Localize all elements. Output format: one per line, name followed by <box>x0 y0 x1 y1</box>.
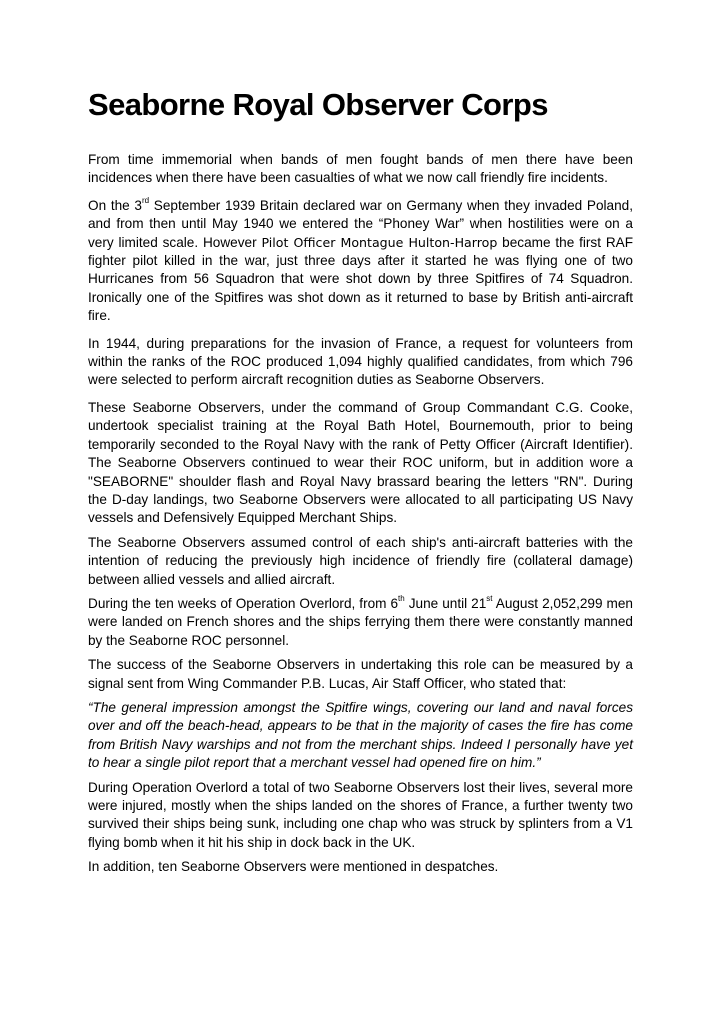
paragraph-phoney-war-text-c: became the first RAF fighter pilot killed in the war, just three days after it started he was flying one of two Hurricanes from 56 Squadron that were shot down by three Spitfires of 74 Squadron. Ironically one of the Spitfires was shot down as it returned to base by British anti-aircraft fire. <box>88 234 634 324</box>
document-body <box>88 151 633 877</box>
ordinal-suffix: rd <box>141 196 150 206</box>
ordinal-suffix: st <box>486 594 493 604</box>
paragraph-casualties: During Operation Overlord a total of two Seaborne Observers lost their lives, several more were injured, mostly when the ships landed on the shores of France, a further twenty two survived their ships being sunk, including one chap who was struck by splinters from a V1 flying bomb when it hit his ship in dock back in the UK. <box>88 779 633 850</box>
paragraph-volunteers: In 1944, during preparations for the invasion of France, a request for volunteers from within the ranks of the ROC produced 1,094 highly qualified candidates, from which 796 were selected to perform aircraft recognition duties as Seaborne Observers. <box>88 335 633 388</box>
ordinal-suffix: th <box>398 594 405 604</box>
paragraph-overlord-text-a: During the ten weeks of Operation Overlord, from 6 <box>88 595 399 611</box>
page-title: Seaborne Royal Observer Corps <box>88 87 548 122</box>
paragraph-signal: The success of the Seaborne Observers in undertaking this role can be measured by a signal sent from Wing Commander P.B. Lucas, Air Staff Officer, who stated that: <box>88 657 633 691</box>
paragraph-overlord <box>88 595 633 650</box>
paragraph-anti-aircraft: The Seaborne Observers assumed control of each ship's anti-aircraft batteries with the intention of reducing the previously high incidence of friendly fire (collateral damage) between allied vessels and allied aircraft. <box>88 534 633 587</box>
paragraph-phoney-war-text-b: September 1939 Britain declared war on Germany when they invaded Poland, and from then until May 1940 we entered the “Phoney War” when hostilities were on a very limited scale. However <box>88 197 633 250</box>
paragraph-intro: From time immemorial when bands of men fought bands of men there have been incidences when there have been casualties of what we now call friendly fire incidents. <box>88 152 633 186</box>
paragraph-training: These Seaborne Observers, under the command of Group Commandant C.G. Cooke, undertook specialist training at the Royal Bath Hotel, Bournemouth, prior to being temporarily seconded to the Royal Navy with the rank of Petty Officer (Aircraft Identifier). The Seaborne Observers continued to wear their ROC uniform, but in addition wore a "SEABORNE" shoulder flash and Royal Navy brassard bearing the letters "RN". During the D-day landings, two Seaborne Observers were allocated to all participating US Navy vessels and Defensively Equipped Merchant Ships. <box>88 399 633 526</box>
paragraph-overlord-text-c: August 2,052,299 men were landed on French shores and the ships ferrying them there were constantly manned by the Seaborne ROC personnel. <box>88 595 633 648</box>
pilot-name: Pilot Officer Montague Hulton-Harrop <box>261 234 498 250</box>
paragraph-phoney-war-text-a: On the 3 <box>88 197 142 213</box>
paragraph-despatches: In addition, ten Seaborne Observers were mentioned in despatches. <box>88 859 499 875</box>
quotation: “The general impression amongst the Spitfire wings, covering our land and naval forces over and off the beach-head, appears to be that in the majority of cases the fire has come from British Navy warships and not from the merchant ships. Indeed I personally have yet to hear a single pilot report that a merchant vessel had opened fire on him.” <box>88 699 633 771</box>
paragraph-overlord-text-b: June until 21 <box>404 595 487 611</box>
paragraph-phoney-war <box>88 197 633 326</box>
